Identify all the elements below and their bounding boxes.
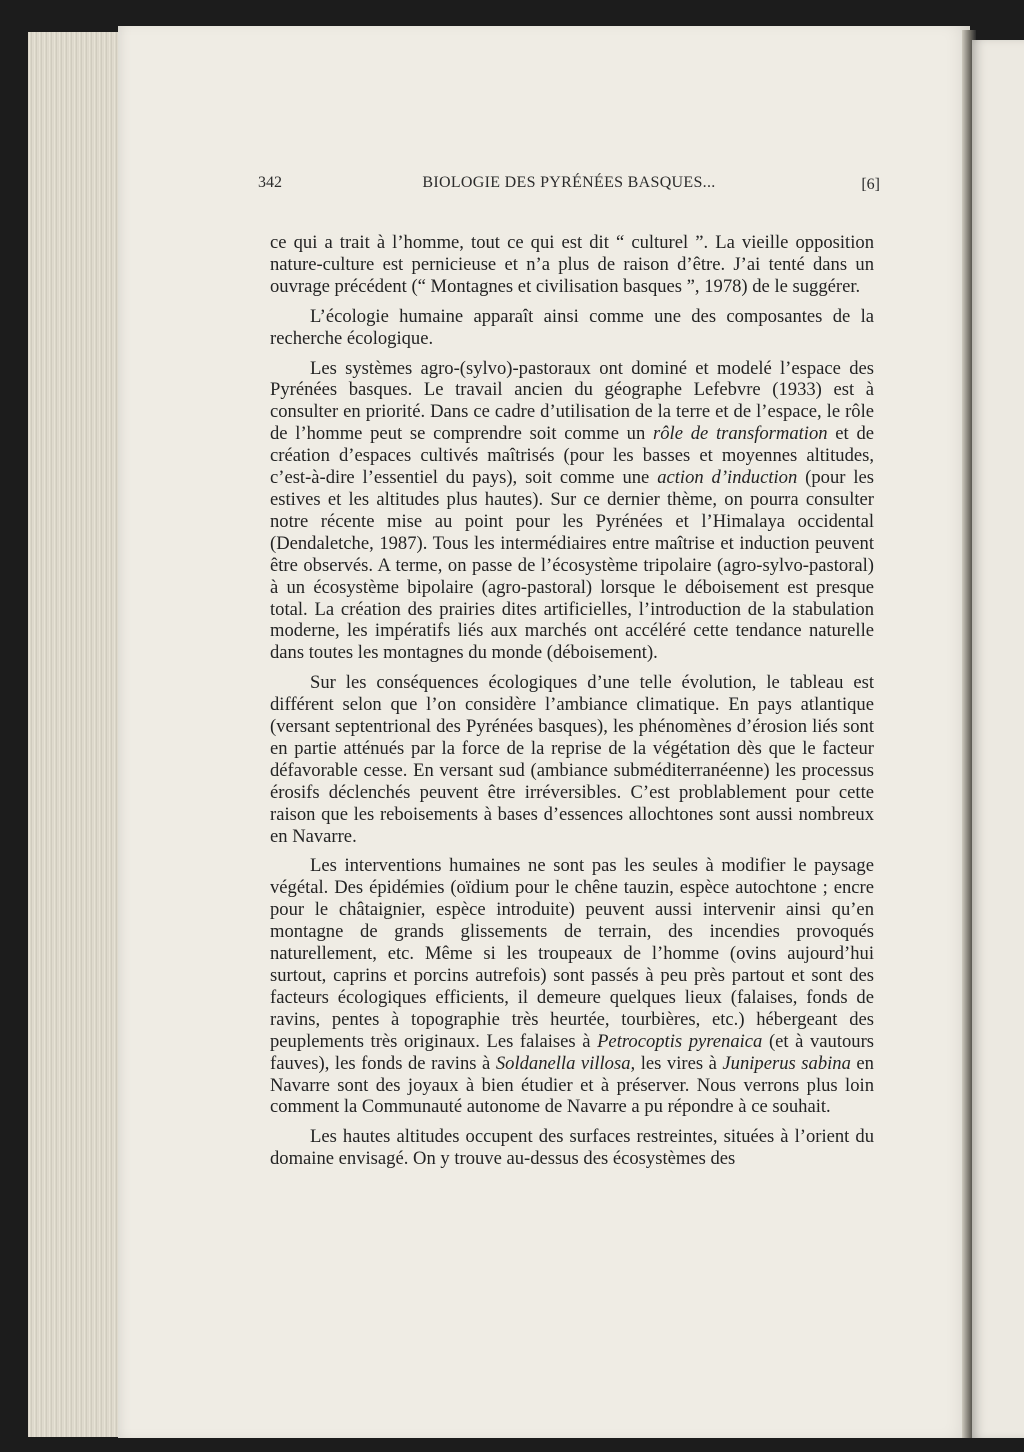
running-title: BIOLOGIE DES PYRÉNÉES BASQUES... — [422, 174, 716, 191]
paragraph-1: ce qui a trait à l’homme, tout ce qui est dit “ culturel ”. La vieille opposition nature-culture est pernicieuse et n’a plus de raison d’être. J’ai tenté dans un ouvrage précédent (“ Montagnes et civilisation basques ”, 1978) de le suggérer. — [270, 232, 874, 297]
paragraph-6: Les hautes altitudes occupent des surfaces restreintes, situées à l’orient du domaine envisagé. On y trouve au-dessus des écosystèmes des — [270, 1126, 874, 1170]
body-text — [270, 232, 874, 1178]
paragraph-5 — [270, 855, 874, 1118]
next-page-edge — [972, 40, 1024, 1438]
text-run: les vires à — [635, 1052, 723, 1074]
italic-run: action d’induction — [657, 467, 798, 489]
paragraph-3 — [270, 358, 874, 665]
italic-run: Petrocoptis pyrenaica — [597, 1030, 763, 1052]
text-run: en Navarre sont des joyaux à bien étudier et à préserver. Nous verrons plus loin comment la Communauté autonome de Navarre a pu répondre à ce souhait. — [270, 1052, 874, 1118]
page-number: 342 — [258, 174, 282, 191]
italic-run: Juniperus sabina — [722, 1052, 851, 1074]
text-run: Les systèmes agro-(sylvo)-pastoraux ont dominé et modelé l’espace des Pyrénées basques. Le travail ancien du géographe Lefebvre (1933) est à consulter en priorité. Dans ce cadre d’utilisation de la terre et de l’espace, le rôle de l’homme peut se comprendre soit comme un — [270, 357, 874, 445]
page-edges — [28, 32, 124, 1437]
section-number: [6] — [861, 176, 880, 193]
text-run: (et à vautours fauves), les fonds de ravins à — [270, 1030, 875, 1074]
text-run: Les interventions humaines ne sont pas les seules à modifier le paysage végétal. Des épidémies (oïdium pour le chêne tauzin, espèce autochtone ; encre pour le châtaignier, espèce introduite) peuvent aussi intervenir ainsi qu’en montagne de grands glissements de terrain, des incendies provoqués naturellement, etc. Même si les troupeaux de l’homme (ovins aujourd’hui surtout, caprins et porcins autrefois) sont passés à peu près partout et sont des facteurs écologiques efficients, il demeure quelques lieux (falaises, fonds de ravins, pentes à topographie très heurtée, tourbières, etc.) hébergeant des peuplements très originaux. Les falaises à — [270, 855, 874, 1052]
italic-run: Soldanella villosa, — [495, 1052, 636, 1074]
text-run: et de création d’espaces cultivés maîtrisés (pour les basses et moyennes altitudes, c’est-à-dire l’essentiel du pays), soit comme une — [270, 423, 874, 489]
text-run: (pour les estives et les altitudes plus hautes). Sur ce dernier thème, on pourra consulter notre récente mise au point pour les Pyrénées et l’Himalaya occidental (Dendaletche, 1987). Tous les intermédiaires entre maîtrise et induction peuvent être observés. A terme, on passe de l’écosystème tripolaire (agro-sylvo-pastoral) à un écosystème bipolaire (agro-pastoral) lorsque le déboisement est presque total. La création des prairies dites artificielles, l’introduction de la stabulation moderne, les impératifs liés aux marchés ont accéléré cette tendance naturelle dans toutes les montagnes du monde (déboisement). — [270, 467, 874, 664]
paragraph-4: Sur les conséquences écologiques d’une telle évolution, le tableau est différent selon que l’on considère l’ambiance climatique. En pays atlantique (versant septentrional des Pyrénées basques), les phénomènes d’érosion liés sont en partie atténués par la force de la reprise de la végétation dès que le facteur défavorable cesse. En versant sud (ambiance subméditerranéenne) les processus érosifs déclenchés peuvent être irréversibles. C’est problablement pour cette raison que les reboisements à bases d’essences allochtones sont aussi nombreux en Navarre. — [270, 672, 874, 847]
italic-run: rôle de transformation — [653, 423, 828, 445]
running-head — [258, 174, 880, 198]
paragraph-2: L’écologie humaine apparaît ainsi comme une des composantes de la recherche écologique. — [270, 305, 874, 349]
